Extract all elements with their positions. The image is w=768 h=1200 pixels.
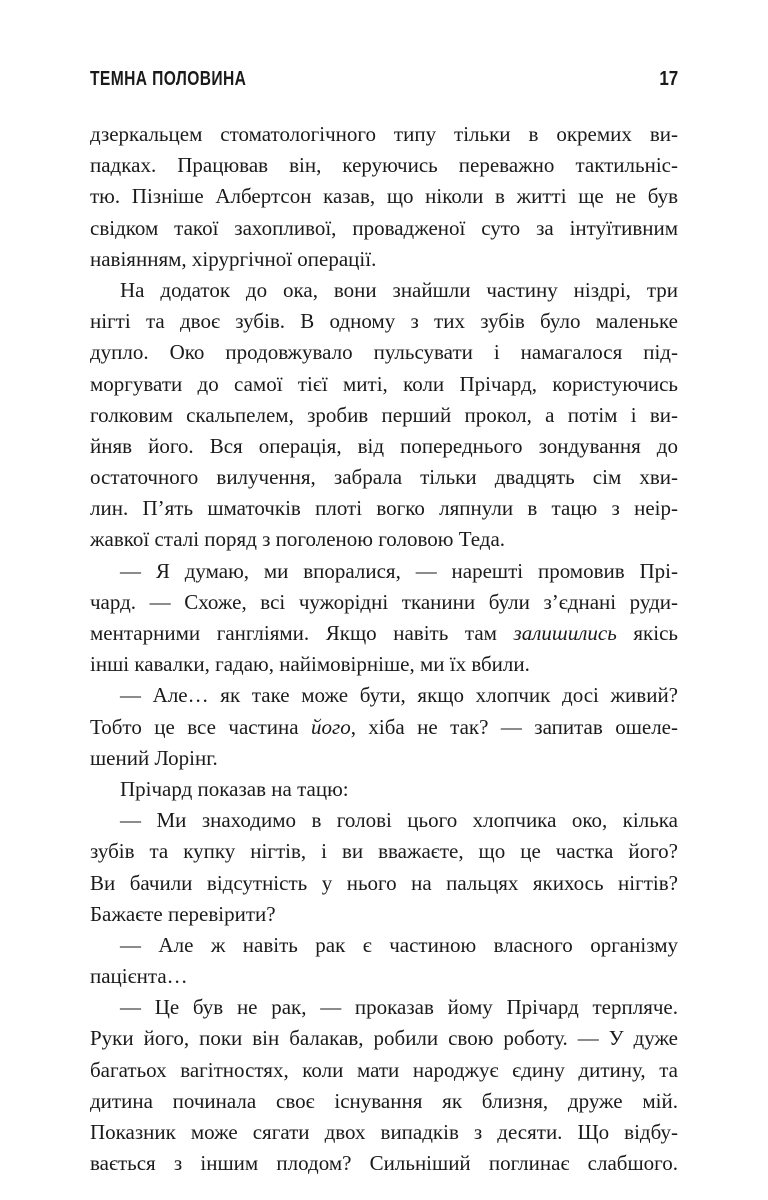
text-segment: Руки його, поки він балакав, робили свою роботу. — У дуже [90,1026,678,1051]
text-line [90,150,678,181]
text-segment: йняв його. Вся операція, від попереднього зондування до [90,433,678,458]
text-segment: дзеркальцем стоматологічного типу тільки в окремих ви- [90,122,678,146]
text-segment: нігті та двоє зубів. В одному з тих зубів було маленьке [90,309,678,334]
text-line [90,899,678,930]
page-number: 17 [659,68,678,90]
text-segment: тю. Пізніше Албертсон казав, що ніколи в житті ще не був [90,184,678,209]
text-segment: , хіба не так? — запитав ошеле- [350,714,678,739]
text-line [90,431,678,462]
text-line [90,618,678,649]
text-segment: дитина починала своє існування як близня, друже мій. [90,1088,678,1113]
text-segment: дупло. Око продовжувало пульсувати і намагалося під- [90,340,678,365]
text-segment: ментарними гангліями. Якщо навіть там [90,621,514,645]
text-line [90,930,678,961]
body-text [90,119,678,1179]
text-line [90,712,678,743]
italic-emphasis: його [311,714,351,739]
text-line [90,743,678,774]
text-line [90,1086,678,1117]
text-segment: — Але ж навіть рак є частиною власного організму [120,932,678,957]
text-segment: багатьох вагітностях, коли мати народжує єдину дитину, та [90,1057,678,1082]
text-line [90,213,678,244]
text-line [90,119,678,150]
text-segment: — Ми знаходимо в голові цього хлопчика око, кілька [120,808,678,833]
text-line [90,680,678,711]
text-line [90,868,678,899]
text-segment: зубів та купку нігтів, і ви вважаєте, що це частка його? [90,839,678,864]
text-line [90,306,678,337]
text-line [90,961,678,992]
text-line [90,244,678,275]
text-segment: якісь [616,621,678,645]
text-line [90,1023,678,1054]
text-line [90,462,678,493]
text-line [90,805,678,836]
text-line [90,1117,678,1148]
text-segment: пацієнта… [90,964,188,989]
text-segment: Ви бачили відсутність у нього на пальцях якихось нігтів? [90,870,678,895]
text-line [90,369,678,400]
text-line [90,587,678,618]
text-line [90,992,678,1023]
text-segment: Показник може сягати двох випадків з десяти. Що відбу- [90,1120,678,1144]
text-segment: Прічард показав на тацю: [120,776,349,801]
text-segment: На додаток до ока, вони знайшли частину ніздрі, три [120,277,678,302]
text-segment: лин. П’ять шматочків плоті вогко ляпнули в тацю з неір- [90,496,678,521]
text-segment: жавкої сталі поряд з поголеною головою Теда. [90,527,506,552]
italic-emphasis: залишились [513,621,617,645]
book-title: ТЕМНА ПОЛОВИНА [90,68,247,90]
text-line [90,774,678,805]
text-segment: Тобто це все частина [90,714,311,739]
text-segment: — Я думаю, ми впоралися, — нарешті промовив Прі- [120,558,678,583]
text-segment: навіянням, хірургічної операції. [90,246,377,271]
running-header [90,68,678,98]
text-line [90,1055,678,1086]
text-segment: остаточного вилучення, забрала тільки двадцять сім хви- [90,465,678,490]
text-segment: — Це був не рак, — проказав йому Прічард терпляче. [120,995,678,1020]
text-segment: чард. — Схоже, всі чужорідні тканини були з’єднані руди- [90,589,678,614]
text-segment: Бажаєте перевірити? [90,901,276,926]
text-line [90,337,678,368]
text-line [90,836,678,867]
text-segment: голковим скальпелем, зробив перший прокол, а потім і ви- [90,402,678,427]
text-segment: падках. Працював він, керуючись переважно тактильніс- [90,153,678,178]
text-segment: шений Лорінг. [90,745,218,770]
text-line [90,556,678,587]
text-segment: моргувати до самої тієї миті, коли Прічард, користуючись [90,371,678,396]
text-segment: інші кавалки, гадаю, найімовірніше, ми їх вбили. [90,652,530,677]
text-line [90,493,678,524]
text-line [90,181,678,212]
text-line [90,1148,678,1179]
text-segment: — Але… як таке може бути, якщо хлопчик досі живий? [120,683,678,708]
text-line [90,649,678,680]
text-line [90,400,678,431]
text-line [90,524,678,555]
text-line [90,275,678,306]
text-segment: вається з іншим плодом? Сильніший поглинає слабшого. [90,1151,678,1176]
text-segment: свідком такої захопливої, провадженої суто за інтуїтивним [90,215,678,240]
